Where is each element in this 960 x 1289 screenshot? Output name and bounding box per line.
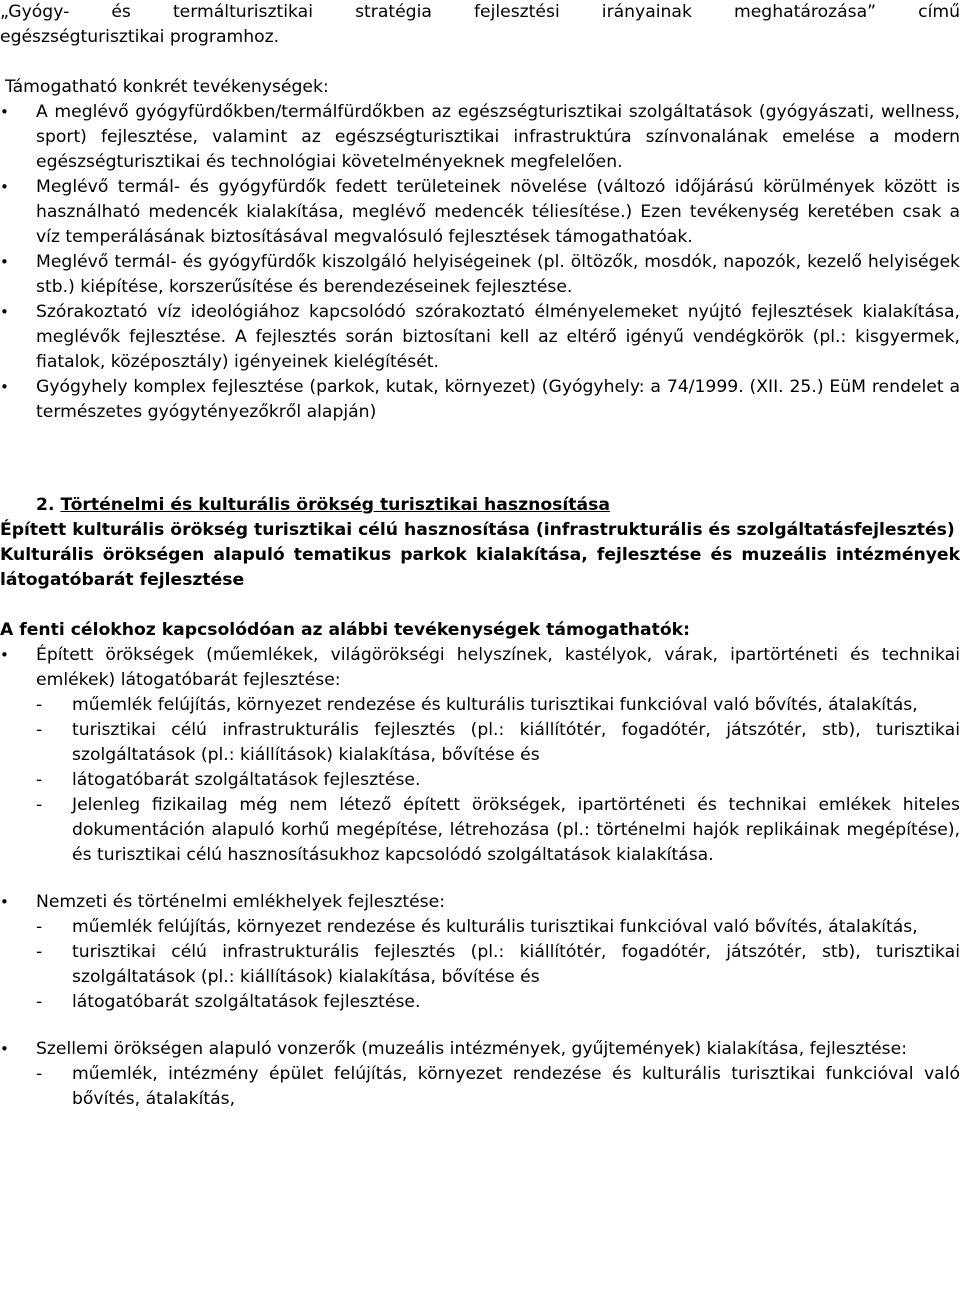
heritage-dash-item: - műemlék felújítás, környezet rendezése és kulturális turisztikai funkcióval való bővítés, átalakítás, xyxy=(0,693,960,718)
spacer xyxy=(0,868,960,890)
memorial-dash-item: - látogatóbarát szolgáltatások fejlesztése. xyxy=(0,990,960,1015)
memorial-dash-item: - turisztikai célú infrastrukturális fejlesztés (pl.: kiállítótér, fogadótér, játszótér, stb), turisztikai szolgáltatások (pl.: kiállítások) kialakítása, bővítése és xyxy=(0,940,960,990)
spacer xyxy=(0,425,960,493)
section2-heading-number: 2. xyxy=(36,495,55,515)
intro-line-1: „Gyógy- és termálturisztikai stratégia fejlesztési irányainak meghatározása” című xyxy=(0,2,960,22)
intangible-dash-item: - műemlék, intézmény épület felújítás, környezet rendezése és kulturális turisztikai funkcióval való bővítés, átalakítás, xyxy=(0,1062,960,1112)
spacer xyxy=(0,1015,960,1037)
supported-activities-heading: A fenti célokhoz kapcsolódóan az alábbi tevékenységek támogathatók: xyxy=(0,620,690,640)
intangible-group-title: • Szellemi örökségen alapuló vonzerők (muzeális intézmények, gyűjtemények) kialakítása, fejlesztése: xyxy=(0,1037,960,1062)
spacer xyxy=(0,50,960,75)
section1-item: • Szórakoztató víz ideológiához kapcsolódó szórakoztató élményelemeket nyújtó fejlesztések kialakítása, meglévők fejlesztése. A fejlesztés során biztosítani kell az eltérő igényű vendégkörök (pl.: kisgyermek, fiatalok, középosztály) igényeinek kielégítését. xyxy=(0,300,960,375)
section2-subheading-1: Épített kulturális örökség turisztikai célú hasznosítása (infrastrukturális és szolgáltatásfejlesztés) xyxy=(0,520,955,540)
spacer xyxy=(0,593,960,618)
section1-label: Támogatható konkrét tevékenységek: xyxy=(5,77,329,97)
heritage-dash-item: - látogatóbarát szolgáltatások fejlesztése. xyxy=(0,768,960,793)
memorial-dash-item: - műemlék felújítás, környezet rendezése és kulturális turisztikai funkcióval való bővítés, átalakítás, xyxy=(0,915,960,940)
section2-heading xyxy=(0,493,960,518)
section1-item: • Meglévő termál- és gyógyfürdők fedett területeinek növelése (változó időjárású körülmények között is használható medencék kialakítása, meglévő medencék téliesítése.) Ezen tevékenység keretében csak a víz temperálásának biztosításával megvalósuló fejlesztések támogathatóak. xyxy=(0,175,960,250)
heritage-dash-item: - turisztikai célú infrastrukturális fejlesztés (pl.: kiállítótér, fogadótér, játszótér, stb), turisztikai szolgáltatások (pl.: kiállítások) kialakítása, bővítése és xyxy=(0,718,960,768)
section1-item: • Meglévő termál- és gyógyfürdők kiszolgáló helyiségeinek (pl. öltözők, mosdók, napozók, kezelő helyiségek stb.) kiépítése, korszerűsítése és berendezéseinek fejlesztése. xyxy=(0,250,960,300)
section2-heading-text: Történelmi és kulturális örökség turisztikai hasznosítása xyxy=(60,495,610,515)
memorial-group-title: • Nemzeti és történelmi emlékhelyek fejlesztése: xyxy=(0,890,960,915)
heritage-dash-item: - Jelenleg fizikailag még nem létező épített örökségek, ipartörténeti és technikai emlékek hiteles dokumentáción alapuló korhű megépítése, létrehozása (pl.: történelmi hajók replikáinak megépítése), és turisztikai célú hasznosításukhoz kapcsolódó szolgáltatások kialakítása. xyxy=(0,793,960,868)
intro-paragraph xyxy=(0,0,960,50)
intro-line-2: egészségturisztikai programhoz. xyxy=(0,27,280,47)
section1-item: • A meglévő gyógyfürdőkben/termálfürdőkben az egészségturisztikai szolgáltatások (gyógyászati, wellness, sport) fejlesztése, valamint az egészségturisztikai infrastruktúra színvonalának emelése a modern egészségturisztikai és technológiai követelményeknek megfelelően. xyxy=(0,100,960,175)
heritage-group-title: • Épített örökségek (műemlékek, világörökségi helyszínek, kastélyok, várak, ipartörténeti és technikai emlékek) látogatóbarát fejlesztése: xyxy=(0,643,960,693)
section1-item: • Gyógyhely komplex fejlesztése (parkok, kutak, környezet) (Gyógyhely: a 74/1999. (XII. 25.) EüM rendelet a természetes gyógytényezőkről alapján) xyxy=(0,375,960,425)
section2-subheading-2: Kulturális örökségen alapuló tematikus parkok kialakítása, fejlesztése és muzeális intézmények látogatóbarát fejlesztése xyxy=(0,545,960,590)
